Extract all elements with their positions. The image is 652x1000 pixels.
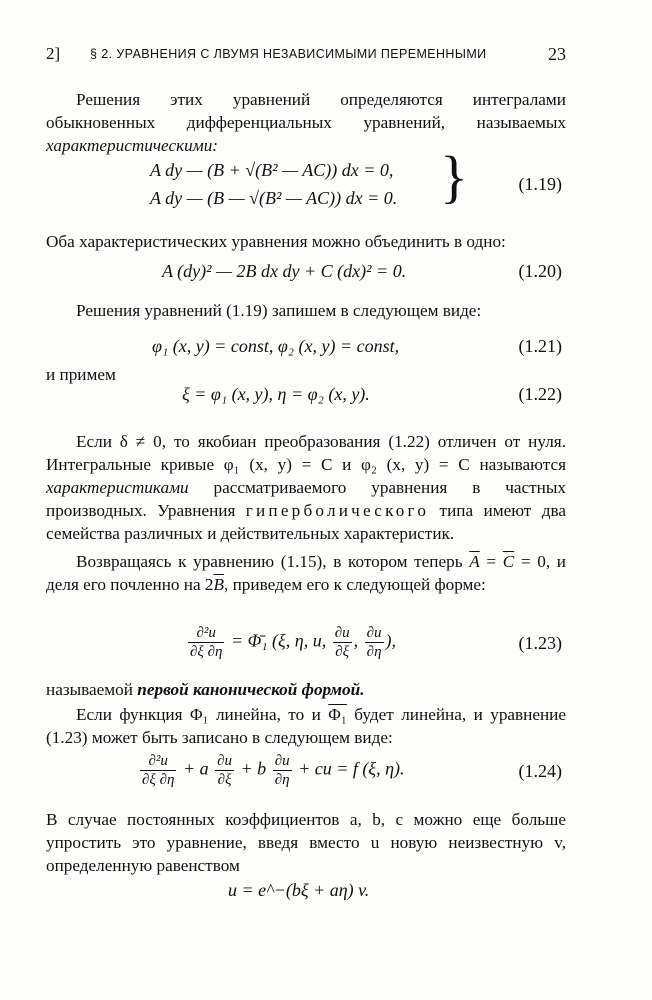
fraction-denominator: ∂η (274, 772, 290, 788)
paragraph-3-text: Решения уравнений (1.19) запишем в следующем виде: (76, 301, 482, 320)
fraction-d2u-dxi-deta (140, 752, 176, 789)
paragraph-6-part-d: , приведем его к следующей форме: (224, 575, 486, 594)
paragraph-9-text: В случае постоянных коэффициентов a, b, c можно еще больше упростить это уравнение, введя вместо u новую неизвестную v, определенную равенством (46, 810, 566, 875)
equation-1-23-end: ), (385, 630, 397, 651)
fraction-denominator: ∂η (366, 644, 382, 660)
fraction-numerator: ∂²u (140, 752, 176, 771)
equation-1-20-formula: A (dy)² — 2B dx dy + C (dx)² = 0. (162, 261, 407, 281)
equation-1-24-plus-b: + b (236, 758, 271, 779)
equation-1-24-plus-a: + a (178, 758, 214, 779)
symbol-b-bar: $\overline{B}$ (213, 575, 224, 594)
fraction-denominator: ∂ξ ∂η (142, 772, 175, 788)
paragraph-6 (46, 550, 566, 596)
header-section-number: 2] (46, 44, 61, 63)
equation-1-22-formula: ξ = φ₁ (x, y), η = φ₂ (x, y). (182, 384, 370, 404)
equation-number-1-22: (1.22) (518, 384, 562, 404)
equation-1-24-formula (138, 752, 405, 789)
paragraph-5-part-a: Если δ ≠ 0, то якобиан преобразования (1.22) отличен от нуля. Интегральные кривые φ₁ (x, y) = C и φ₂ (x, y) = C называются (46, 432, 566, 474)
fraction-du-deta (273, 752, 292, 789)
paragraph-8-part-a: Если функция Φ₁ линейна, то и (76, 705, 329, 724)
paragraph-8-part-b: будет линейна, и уравнение (1.23) может быть записано в следующем виде: (46, 705, 567, 747)
fraction-denominator: ∂ξ (335, 644, 350, 660)
system-brace: } (440, 144, 468, 209)
equation-1-20 (46, 261, 566, 287)
fraction-denominator: ∂ξ ∂η (190, 644, 223, 660)
paragraph-9 (46, 808, 566, 877)
equation-1-23-formula (186, 624, 396, 661)
equation-number-1-21: (1.21) (518, 336, 562, 356)
paragraph-6-part-a: Возвращаясь к уравнению (1.15), в котором теперь (76, 552, 470, 571)
paragraph-7 (46, 678, 566, 701)
symbol-a-bar: $\overline{A}$ (469, 552, 480, 571)
symbol-phi-bar: Φ₁ (328, 705, 347, 724)
term-characteristic: характеристическими: (46, 136, 219, 155)
fraction-numerator: ∂u (334, 625, 350, 641)
equation-1-24-rest: + cu = f (ξ, η). (293, 758, 405, 779)
equation-1-19-number-row (46, 174, 566, 200)
symbol-c-bar: $\overline{C}$ (502, 552, 515, 571)
equation-1-22 (46, 384, 566, 410)
paragraph-2 (46, 230, 566, 253)
paragraph-8 (46, 703, 566, 749)
paragraph-3 (46, 299, 566, 322)
equation-1-19-first: A dy — (B + √(B² — AC)) dx = 0, (150, 160, 394, 180)
page-number: 23 (548, 44, 566, 64)
paragraph-5-part-b: рассматриваемого уравнения в частных производных. Уравнения (46, 478, 566, 520)
fraction-du-dxi (215, 752, 234, 789)
term-hyperbolic: гиперболического (245, 501, 430, 520)
paragraph-4-text: и примем (46, 365, 116, 384)
fraction-du-dxi (333, 624, 352, 661)
running-header (46, 44, 566, 70)
equation-number-1-23: (1.23) (518, 633, 562, 653)
fraction-du-deta (365, 624, 384, 661)
paragraph-5-part-c: типа имеют два семейства различных и действительных характеристик. (46, 501, 566, 543)
paragraph-7-text: называемой (46, 680, 138, 699)
header-title: § 2. УРАВНЕНИЯ С ЛВУМЯ НЕЗАВИСИМЫМИ ПЕРЕМЕННЫМИ (90, 47, 487, 61)
equation-1-21 (46, 336, 566, 362)
equation-number-1-24: (1.24) (518, 761, 562, 781)
fraction-d2u-dxi-deta (188, 624, 224, 661)
fraction-numerator: ∂u (217, 753, 233, 769)
equation-1-24 (46, 752, 566, 792)
term-characteristics: характеристиками (46, 478, 189, 497)
equation-number-1-20: (1.20) (518, 261, 562, 281)
fraction-numerator: ∂u (366, 625, 382, 641)
paragraph-4 (46, 363, 566, 386)
paragraph-6-part-c: = 0, и деля его почленно на 2 (46, 552, 566, 594)
paragraph-5 (46, 430, 566, 545)
paragraph-1 (46, 88, 566, 157)
equation-1-23-middle: = Φ̄₁ (ξ, η, u, (226, 630, 331, 651)
term-first-canonical-form: первой канонической формой. (137, 680, 365, 699)
equation-1-23-comma: , (353, 630, 363, 651)
equation-1-23 (46, 624, 566, 664)
fraction-numerator: ∂u (274, 753, 290, 769)
fraction-numerator: ∂²u (188, 624, 224, 643)
paragraph-2-text: Оба характеристических уравнения можно объединить в одно: (46, 232, 506, 251)
paragraph-6-equals: = (479, 552, 503, 571)
equation-1-21-formula: φ₁ (x, y) = const, φ₂ (x, y) = const, (152, 336, 400, 356)
equation-1-19-second: A dy — (B — √(B² — AC)) dx = 0. (150, 188, 398, 208)
paragraph-1-text: Решения этих уравнений определяются интегралами обыкновенных дифференциальных уравнений, называемых (46, 90, 566, 132)
equation-number-1-19: (1.19) (518, 174, 562, 194)
fraction-denominator: ∂ξ (217, 772, 232, 788)
equation-substitution (46, 880, 566, 906)
equation-substitution-formula: u = e^−(bξ + aη) v. (228, 880, 370, 900)
